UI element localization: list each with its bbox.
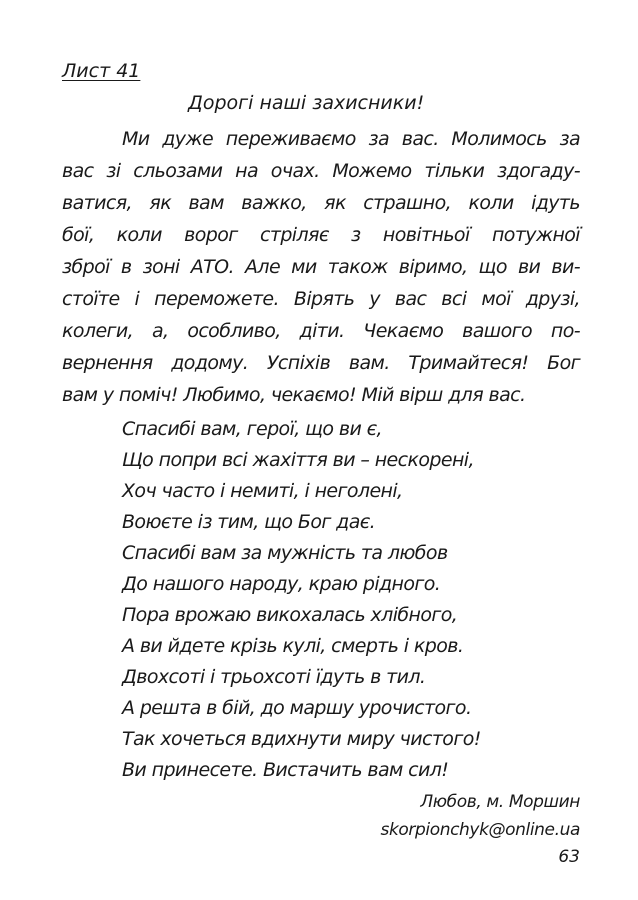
- body-line: вернення додому. Успіхів вам. Тримайтеся! Бог: [62, 352, 580, 374]
- signature-author: Любов, м. Моршин: [420, 792, 580, 812]
- poem-line: Пора врожаю викохалась хлібного,: [122, 604, 458, 626]
- poem-line: Що попри всі жахіття ви – нескорені,: [122, 449, 474, 471]
- poem-line: Спасибі вам за мужність та любов: [122, 542, 448, 564]
- body-line: стоїте і переможете. Вірять у вас всі мої друзі,: [62, 288, 580, 310]
- body-line: зброї в зоні АТО. Але ми також віримо, що ви ви-: [62, 256, 580, 278]
- poem-line: А решта в бій, до маршу урочистого.: [122, 697, 472, 719]
- poem-line: Спасибі вам, герої, що ви є,: [122, 418, 382, 440]
- poem-line: Ви принесете. Вистачить вам сил!: [122, 759, 449, 781]
- body-line: ватися, як вам важко, як страшно, коли ідуть: [62, 192, 580, 214]
- poem-line: До нашого народу, краю рідного.: [122, 573, 441, 595]
- poem-line: А ви йдете крізь кулі, смерть і кров.: [122, 635, 464, 657]
- poem-line: Воюєте із тим, що Бог дає.: [122, 511, 376, 533]
- poem-line: Двохсоті і трьохсоті їдуть в тил.: [122, 666, 426, 688]
- body-line: бої, коли ворог стріляє з новітньої потужної: [62, 224, 580, 246]
- body-line: вас зі сльозами на очах. Можемо тільки здогаду-: [62, 160, 580, 182]
- poem-line: Так хочеться вдихнути миру чистого!: [122, 728, 481, 750]
- letter-greeting: Дорогі наші захисники!: [188, 92, 425, 114]
- letter-number-heading: Лист 41: [62, 60, 141, 82]
- signature-email: skorpionchyk@online.ua: [380, 820, 580, 840]
- poem-line: Хоч часто і немиті, і неголені,: [122, 480, 403, 502]
- body-line: колеги, а, особливо, діти. Чекаємо вашого по-: [62, 320, 580, 342]
- body-line: Ми дуже переживаємо за вас. Молимось за: [122, 128, 580, 150]
- page-number: 63: [558, 847, 580, 867]
- body-line: вам у поміч! Любимо, чекаємо! Мій вірш для вас.: [62, 384, 526, 406]
